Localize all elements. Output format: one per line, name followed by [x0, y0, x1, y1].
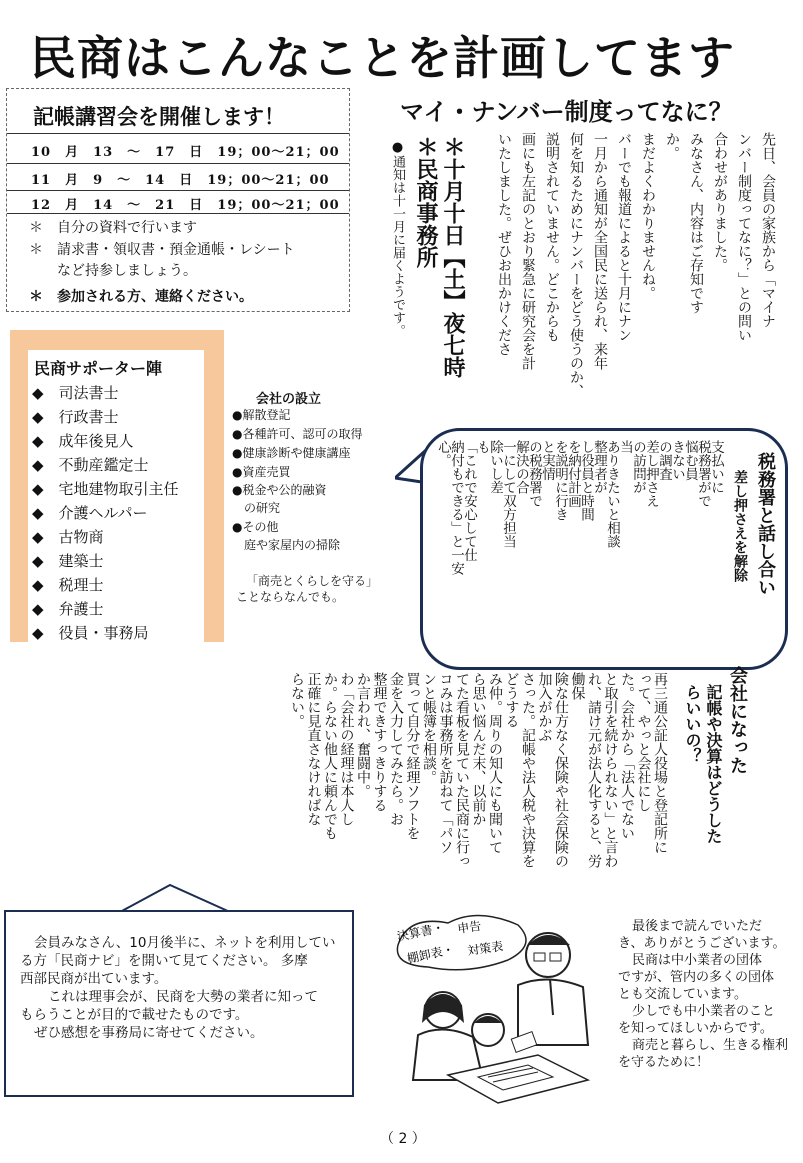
- company-setup-item: 庭や家屋内の掃除: [232, 538, 341, 552]
- body-line: きない: [669, 440, 685, 481]
- body-line: か。: [664, 132, 680, 160]
- schedule-row: 10 月 13 ～ 17 日 19；00～21；00: [31, 145, 340, 160]
- supporter-item: ◆ 成年後見人: [32, 432, 134, 450]
- supporter-box: [28, 350, 204, 642]
- closing-line: 民商は中小業者の団体: [632, 953, 763, 968]
- company-setup-item: ●各種許可、認可の取得: [232, 427, 363, 441]
- event-place: ＊民商事務所: [413, 136, 438, 268]
- kicho-note: ＊ 参加される方、連絡ください。: [29, 289, 253, 305]
- company-setup-item: ●その他: [232, 520, 279, 534]
- supporter-item: ◆ 司法書士: [32, 384, 119, 402]
- body-line: 除いし差: [487, 440, 503, 494]
- body-line: か言われ、奮闘中。: [355, 672, 371, 798]
- closing-line: とも交流しています。: [618, 987, 747, 1002]
- closing-line: ですが、管内の多くの団体: [618, 970, 775, 985]
- body-line: 一月から通知が全国民に送られ、来年: [592, 132, 608, 370]
- closing-message: [618, 918, 798, 1071]
- body-line: みなさん、内容はご存知です: [688, 132, 704, 314]
- illustration-label: 申告: [456, 918, 483, 936]
- body-line: 合わせがありました。: [712, 132, 728, 272]
- body-line: ンと帳簿を相談。: [421, 672, 437, 784]
- divider: [7, 133, 349, 134]
- illustration-label: 棚卸表・: [405, 942, 456, 966]
- body-line: の訪問が: [630, 440, 646, 494]
- body-line: 険な仕方なく保険や社会保険の加入がかぶ: [536, 672, 569, 868]
- netnavi-line: る方「民商ナビ」を開いて見てください。 多摩: [20, 953, 308, 969]
- netnavi-line: これは理事会が、民商を大勢の業者に知って: [48, 989, 318, 1005]
- body-line: と実情: [539, 440, 555, 481]
- body-line: れ、請け元が法人化すると、労働保: [569, 672, 602, 868]
- body-line: いたしました。ぜひお出かけくださ: [496, 132, 512, 356]
- company-setup-item: ●解散登記: [232, 408, 291, 422]
- closing-line: 商売と暮らし、生きる権利: [632, 1038, 789, 1053]
- company-setup-item: ●資産売買: [232, 465, 291, 479]
- body-line: ら思い悩んだ末、以前か: [470, 672, 487, 826]
- divider: [7, 213, 349, 214]
- body-line: ありきたいと相談: [604, 440, 620, 548]
- tax-body: [435, 440, 724, 652]
- body-line: 納付もできる」と一安: [448, 440, 464, 575]
- kaisha-body: [8, 672, 668, 872]
- body-line: わ「会社の経理は本人し: [338, 672, 355, 826]
- supporter-item: ◆ 古物商: [32, 528, 104, 546]
- company-setup-heading: 会社の設立: [256, 392, 322, 407]
- body-line: も: [474, 440, 490, 454]
- body-line: ンバー制度ってなに？」との問い: [736, 132, 752, 342]
- body-line: てた看板を見ていた民商に行っ: [454, 672, 470, 868]
- schedule-row: 12 月 14 ～ 21 日 19；00～21；00: [31, 198, 340, 213]
- net-navi-box: [4, 910, 354, 1097]
- body-line: 一にして双方担当: [500, 440, 516, 548]
- supporter-heading: 民商サポーター陣: [34, 359, 163, 378]
- body-line: 「これで安心して仕: [461, 440, 477, 562]
- divider: [7, 163, 349, 164]
- body-line: 先日、会員の家族から「マイナ: [760, 132, 776, 328]
- supporter-item: ◆ 税理士: [32, 576, 104, 594]
- body-line: って、やっと会社にし: [635, 672, 652, 812]
- body-line: の調査: [656, 440, 672, 481]
- supporter-item: ◆ 建築士: [32, 552, 104, 570]
- netnavi-line: 会員みなさん、10月後半に、ネットを利用してい: [34, 935, 336, 951]
- body-line: 画にも左記のとおり緊急に研究会を計: [520, 132, 536, 370]
- illustration-label: 決算書・: [395, 920, 446, 944]
- closing-line: 少しでも中小業者のこと: [632, 1004, 776, 1019]
- divider: [7, 190, 349, 191]
- body-line: 当: [617, 440, 633, 454]
- body-line: を説明に行き: [552, 440, 568, 521]
- body-line: 悩む員: [682, 440, 698, 481]
- body-line: た。会社から「法人でない: [619, 672, 635, 840]
- netnavi-line: ぜひ感想を事務局に寄せてください。: [34, 1025, 264, 1041]
- supporter-item: ◆ 宅地建物取引主任: [32, 480, 179, 498]
- body-line: さった。記帳や法人税や決算をどうする: [503, 672, 536, 868]
- body-line: 正確に見直さなければな: [305, 672, 322, 826]
- company-setup-item: ●健康診断や健康講座: [232, 446, 351, 460]
- body-line: らない。: [289, 672, 305, 728]
- body-line: 説明されていません。どこからも: [544, 132, 560, 342]
- page-title: 民商はこんなことを計画してます: [30, 31, 735, 85]
- closing-line: を知ってほしいからです。: [618, 1021, 773, 1036]
- body-line: バーでも報道によると十月にナン: [616, 132, 632, 342]
- body-line: し役員と時間: [578, 440, 594, 521]
- body-line: 解決の合: [513, 440, 529, 494]
- company-setup-footer: ことならなんでも。: [236, 590, 345, 604]
- netbox-tab: [120, 883, 240, 913]
- kicho-note: など持参しましょう。: [29, 263, 197, 279]
- closing-line: 最後まで読んでいただ: [632, 919, 763, 934]
- kaisha-heading-1: 会社になった: [727, 666, 748, 774]
- tax-subheading: 差し押さえを解除: [732, 470, 748, 582]
- kicho-note: ＊ 自分の資料で行います: [29, 220, 197, 236]
- body-line: 金を入力してみたら。お: [388, 672, 404, 826]
- mynumber-heading: マイ・ナンバー制度ってなに？: [400, 98, 733, 126]
- illustration-label: 対策表: [466, 939, 505, 958]
- company-setup-item: ●税金や公的融資: [232, 483, 327, 497]
- supporter-item: ◆ 弁護士: [32, 600, 104, 618]
- consultation-illustration: [388, 905, 608, 1105]
- company-setup-item: の研究: [232, 501, 281, 515]
- schedule-row: 11 月 9 ～ 14 日 19；00～21；00: [31, 173, 330, 188]
- body-line: 支払いに: [708, 440, 724, 494]
- supporter-item: ◆ 介護ヘルパー: [32, 504, 148, 522]
- body-line: か。らない他人に頼んでも: [322, 672, 338, 840]
- body-line: 心。: [435, 440, 451, 467]
- closing-line: き、ありがとうございます。: [618, 936, 786, 951]
- kaisha-heading-3: らいいの？: [683, 684, 702, 764]
- kicho-note: ＊ 請求書・領収書・預金通帳・レシート: [29, 242, 295, 258]
- company-setup-footer: 「商売とくらしを守る」: [246, 574, 379, 588]
- body-line: 整理できすっきりする: [371, 672, 388, 812]
- event-note: ●通知は十一月に届くようです。: [390, 140, 405, 337]
- body-line: を納付計画: [565, 440, 581, 508]
- body-line: と取引を続けられない」と言わ: [602, 672, 619, 868]
- supporter-item: ◆ 行政書士: [32, 408, 119, 426]
- kicho-seminar-box: [6, 88, 350, 312]
- closing-line: を守るために！: [618, 1055, 710, 1070]
- netnavi-line: 西部民商が出ています。: [20, 971, 168, 987]
- body-line: 何を知るためにナンバーをどう使うのか、: [568, 132, 584, 398]
- body-line: まだよくわかりませんね。: [640, 132, 656, 300]
- event-date: ＊十月十日【土】夜七時: [440, 136, 465, 378]
- body-line: の税務署で: [526, 440, 542, 508]
- supporter-item: ◆ 役員・事務局: [32, 624, 149, 642]
- tax-heading: 税務署と話し合い: [755, 452, 776, 596]
- mynumber-body: [488, 132, 780, 422]
- kaisha-heading-2: 記帳や決算はどうした: [704, 684, 723, 844]
- body-line: 買って自分で経理ソフトを: [404, 672, 421, 840]
- body-line: 整理者が: [591, 440, 607, 494]
- page-number: （ 2 ）: [380, 1131, 426, 1147]
- body-line: 差し押さえ: [643, 440, 659, 508]
- body-line: 再三通公証人役場と登記所に: [652, 672, 668, 854]
- kicho-heading: 記帳講習会を開催します！: [33, 105, 285, 129]
- body-line: 税務署がで: [695, 440, 711, 508]
- body-line: コみは事務所を訪ねて「パソ: [437, 672, 454, 854]
- body-line: み仲。周りの知人にも聞いて: [487, 672, 503, 854]
- netnavi-line: もらうことが目的で載せたものです。: [20, 1007, 249, 1023]
- supporter-item: ◆ 不動産鑑定士: [32, 456, 149, 474]
